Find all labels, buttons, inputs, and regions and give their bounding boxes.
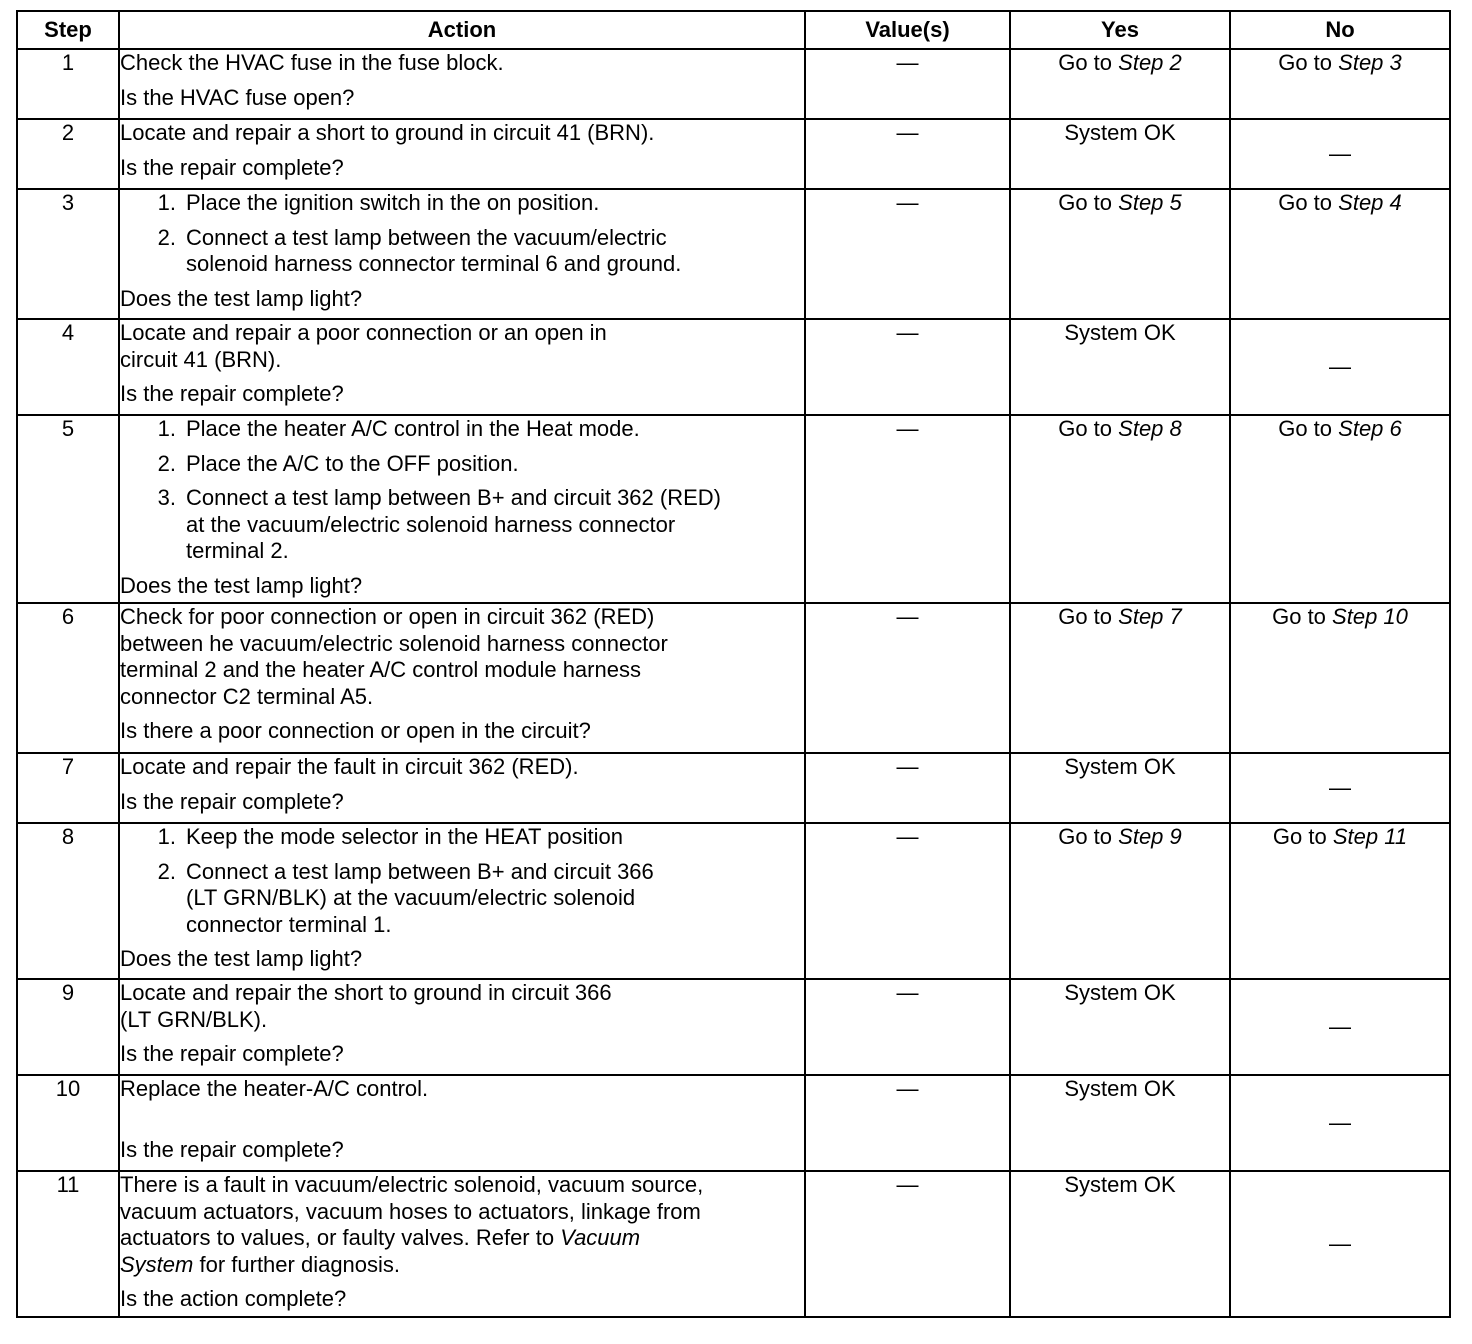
- value-cell: —: [805, 319, 1010, 415]
- action-cell: [119, 1171, 805, 1317]
- item-text: at the vacuum/electric solenoid harness connector: [186, 511, 676, 537]
- item-text: Connect a test lamp between B+ and circuit 366: [186, 858, 654, 884]
- action-text: Locate and repair a poor connection or an open in: [120, 320, 607, 345]
- action-cell: [119, 603, 805, 753]
- action-question: Is there a poor connection or open in the circuit?: [120, 718, 591, 743]
- numbered-item: [120, 416, 804, 443]
- item-number: 2.: [157, 858, 176, 884]
- action-question: Is the HVAC fuse open?: [120, 84, 355, 110]
- item-number: 2.: [157, 450, 176, 476]
- no-step-ref: Step 4: [1338, 190, 1402, 215]
- header-step: Step: [17, 11, 119, 49]
- yes-cell: System OK: [1010, 1075, 1230, 1171]
- no-cell: —: [1230, 753, 1450, 823]
- no-cell: [1230, 189, 1450, 319]
- numbered-item: [120, 190, 804, 217]
- yes-cell: [1010, 49, 1230, 119]
- value-cell: —: [805, 415, 1010, 603]
- item-number: 3.: [157, 485, 176, 510]
- yes-cell: [1010, 415, 1230, 603]
- yes-cell: System OK: [1010, 119, 1230, 189]
- item-number: 2.: [157, 224, 176, 250]
- table-row: [17, 823, 1450, 979]
- action-question: Does the test lamp light?: [120, 572, 363, 598]
- action-cell: [119, 189, 805, 319]
- yes-prefix: Go to: [1058, 416, 1113, 441]
- value-cell: —: [805, 753, 1010, 823]
- yes-step-ref: Step 7: [1118, 604, 1182, 629]
- action-question: Is the repair complete?: [120, 154, 344, 180]
- action-text: Check the HVAC fuse in the fuse block.: [120, 50, 504, 75]
- action-cell: [119, 753, 805, 823]
- numbered-item: [120, 225, 804, 278]
- action-cell: [119, 979, 805, 1075]
- action-text: terminal 2 and the heater A/C control module harness: [120, 657, 641, 682]
- table-row: [17, 415, 1450, 603]
- item-text: terminal 2.: [186, 538, 289, 563]
- value-cell: —: [805, 603, 1010, 753]
- yes-cell: System OK: [1010, 753, 1230, 823]
- header-action: Action: [119, 11, 805, 49]
- yes-cell: System OK: [1010, 979, 1230, 1075]
- step-number: 11: [17, 1171, 119, 1317]
- numbered-item: [120, 859, 804, 939]
- item-text: Connect a test lamp between B+ and circuit 362 (RED): [186, 485, 721, 510]
- action-cell: [119, 319, 805, 415]
- no-step-ref: Step 11: [1332, 824, 1408, 849]
- step-number: 3: [17, 189, 119, 319]
- value-cell: —: [805, 119, 1010, 189]
- no-prefix: Go to: [1278, 416, 1333, 441]
- action-text: Replace the heater-A/C control.: [120, 1076, 429, 1101]
- action-text: Locate and repair the fault in circuit 362 (RED).: [120, 754, 579, 779]
- action-question: Is the repair complete?: [120, 381, 344, 406]
- item-text: Place the A/C to the OFF position.: [186, 450, 519, 476]
- numbered-item: [120, 451, 804, 478]
- table-row: [17, 979, 1450, 1075]
- header-values: Value(s): [805, 11, 1010, 49]
- no-prefix: Go to: [1278, 50, 1333, 75]
- step-number: 10: [17, 1075, 119, 1171]
- header-row: [17, 11, 1450, 49]
- yes-step-ref: Step 5: [1118, 190, 1182, 215]
- action-cell: [119, 1075, 805, 1171]
- header-yes: Yes: [1010, 11, 1230, 49]
- action-question: Is the repair complete?: [120, 1136, 344, 1162]
- step-number: 7: [17, 753, 119, 823]
- no-step-ref: Step 6: [1338, 416, 1402, 441]
- yes-cell: System OK: [1010, 1171, 1230, 1317]
- no-prefix: Go to: [1278, 190, 1333, 215]
- yes-prefix: Go to: [1058, 604, 1113, 629]
- action-text: Locate and repair a short to ground in circuit 41 (BRN).: [120, 120, 655, 145]
- reference-link: Vacuum: [560, 1225, 641, 1250]
- no-cell: —: [1230, 1075, 1450, 1171]
- table-row: [17, 1171, 1450, 1317]
- no-cell: [1230, 49, 1450, 119]
- item-number: 1.: [157, 824, 176, 849]
- value-cell: —: [805, 979, 1010, 1075]
- action-cell: [119, 823, 805, 979]
- step-number: 1: [17, 49, 119, 119]
- no-prefix: Go to: [1272, 824, 1327, 849]
- table-row: [17, 119, 1450, 189]
- action-text-part: actuators to values, or faulty valves. Refer to: [120, 1225, 555, 1250]
- item-number: 1.: [157, 416, 176, 441]
- action-text: [120, 1252, 804, 1279]
- action-text-part: for further diagnosis.: [199, 1251, 401, 1277]
- step-number: 5: [17, 415, 119, 603]
- table-row: [17, 1075, 1450, 1171]
- action-question: Is the repair complete?: [120, 1041, 344, 1066]
- item-text: Place the ignition switch in the on position.: [186, 190, 600, 215]
- yes-step-ref: Step 8: [1118, 416, 1182, 441]
- value-cell: —: [805, 1171, 1010, 1317]
- no-prefix: Go to: [1272, 604, 1326, 629]
- value-cell: —: [805, 823, 1010, 979]
- yes-step-ref: Step 9: [1118, 824, 1182, 849]
- action-text: between he vacuum/electric solenoid harness connector: [120, 630, 668, 656]
- diagnostic-table: [16, 10, 1451, 1318]
- action-text: connector C2 terminal A5.: [120, 683, 374, 709]
- action-question: Is the repair complete?: [120, 788, 344, 814]
- step-number: 2: [17, 119, 119, 189]
- no-cell: —: [1230, 979, 1450, 1075]
- no-cell: [1230, 415, 1450, 603]
- header-no: No: [1230, 11, 1450, 49]
- yes-prefix: Go to: [1058, 824, 1113, 849]
- table-row: [17, 753, 1450, 823]
- action-question: Does the test lamp light?: [120, 946, 363, 971]
- action-text: vacuum actuators, vacuum hoses to actuators, linkage from: [120, 1198, 701, 1224]
- item-number: 1.: [157, 190, 176, 215]
- value-cell: —: [805, 1075, 1010, 1171]
- action-text: Check for poor connection or open in circuit 362 (RED): [120, 604, 655, 629]
- item-text: solenoid harness connector terminal 6 and ground.: [186, 251, 682, 276]
- step-number: 8: [17, 823, 119, 979]
- yes-prefix: Go to: [1058, 190, 1113, 215]
- step-number: 4: [17, 319, 119, 415]
- yes-cell: System OK: [1010, 319, 1230, 415]
- action-question: Is the action complete?: [120, 1286, 347, 1311]
- item-text: connector terminal 1.: [186, 911, 392, 937]
- action-cell: [119, 49, 805, 119]
- action-text: (LT GRN/BLK).: [120, 1006, 268, 1032]
- yes-prefix: Go to: [1058, 50, 1113, 75]
- item-text: Connect a test lamp between the vacuum/electric: [186, 224, 667, 250]
- no-cell: —: [1230, 319, 1450, 415]
- action-text: [120, 1225, 804, 1252]
- action-text: There is a fault in vacuum/electric solenoid, vacuum source,: [120, 1172, 704, 1197]
- no-step-ref: Step 3: [1338, 50, 1402, 75]
- reference-link: System: [120, 1251, 194, 1277]
- no-cell: [1230, 603, 1450, 753]
- item-text: Keep the mode selector in the HEAT position: [186, 824, 623, 849]
- action-question: Does the test lamp light?: [120, 285, 363, 311]
- table-row: [17, 319, 1450, 415]
- yes-cell: [1010, 823, 1230, 979]
- numbered-item: [120, 824, 804, 851]
- table-row: [17, 49, 1450, 119]
- numbered-item: [120, 485, 804, 565]
- yes-cell: [1010, 603, 1230, 753]
- no-step-ref: Step 10: [1332, 604, 1408, 629]
- yes-cell: [1010, 189, 1230, 319]
- action-text: Locate and repair the short to ground in circuit 366: [120, 980, 612, 1005]
- action-cell: [119, 119, 805, 189]
- no-cell: [1230, 823, 1450, 979]
- action-text: circuit 41 (BRN).: [120, 346, 282, 372]
- table-row: [17, 603, 1450, 753]
- action-cell: [119, 415, 805, 603]
- item-text: Place the heater A/C control in the Heat mode.: [186, 416, 640, 441]
- table-row: [17, 189, 1450, 319]
- value-cell: —: [805, 49, 1010, 119]
- yes-step-ref: Step 2: [1118, 50, 1182, 75]
- step-number: 6: [17, 603, 119, 753]
- no-cell: —: [1230, 119, 1450, 189]
- step-number: 9: [17, 979, 119, 1075]
- item-text: (LT GRN/BLK) at the vacuum/electric solenoid: [186, 885, 636, 910]
- value-cell: —: [805, 189, 1010, 319]
- no-cell: —: [1230, 1171, 1450, 1317]
